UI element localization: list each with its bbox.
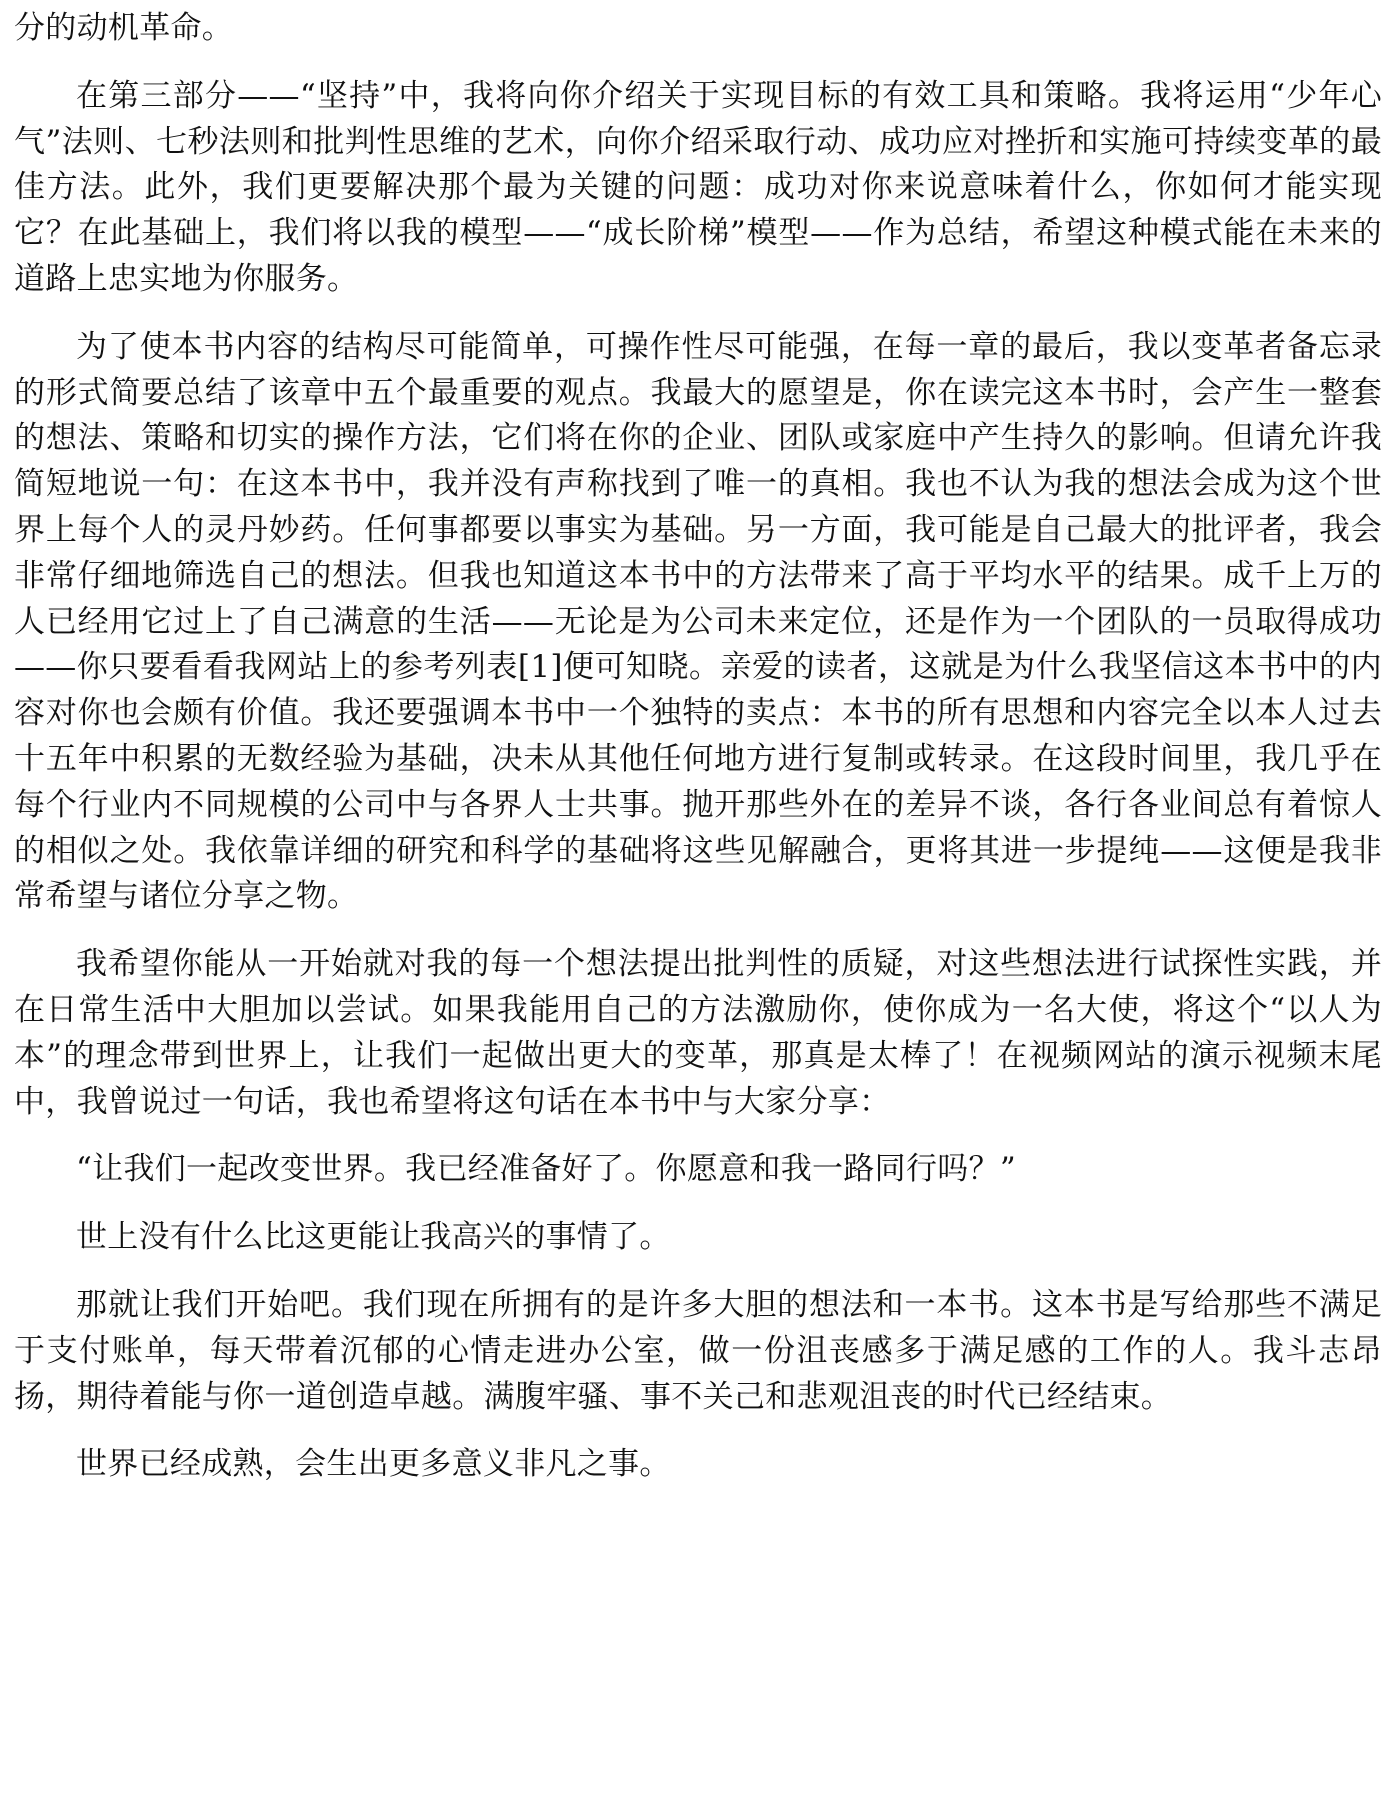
paragraph-book-structure: 为了使本书内容的结构尽可能简单，可操作性尽可能强，在每一章的最后，我以变革者备忘录的形式简要总结了该章中五个最重要的观点。我最大的愿望是，你在读完这本书时，会产生一整套的想法、策略和切实的操作方法，它们将在你的企业、团队或家庭中产生持久的影响。但请允许我简短地说一句：在这本书中，我并没有声称找到了唯一的真相。我也不认为我的想法会成为这个世界上每个人的灵丹妙药。任何事都要以事实为基础。另一方面，我可能是自己最大的批评者，我会非常仔细地筛选自己的想法。但我也知道这本书中的方法带来了高于平均水平的结果。成千上万的人已经用它过上了自己满意的生活——无论是为公司未来定位，还是作为一个团队的一员取得成功——你只要看看我网站上的参考列表[1]便可知晓。亲爱的读者，这就是为什么我坚信这本书中的内容对你也会颇有价值。我还要强调本书中一个独特的卖点：本书的所有思想和内容完全以本人过去十五年中积累的无数经验为基础，决未从其他任何地方进行复制或转录。在这段时间里，我几乎在每个行业内不同规模的公司中与各界人士共事。抛开那些外在的差异不谈，各行各业间总有着惊人的相似之处。我依靠详细的研究和科学的基础将这些见解融合，更将其进一步提纯——这便是我非常希望与诸位分享之物。 [14, 328, 1382, 915]
paragraph-quote: “让我们一起改变世界。我已经准备好了。你愿意和我一路同行吗？” [76, 1151, 1016, 1188]
document-page [14, 6, 1382, 1510]
paragraph-nothing-better: 世上没有什么比这更能让我高兴的事情了。 [76, 1219, 671, 1256]
paragraph-part-three: 在第三部分——“坚持”中，我将向你介绍关于实现目标的有效工具和策略。我将运用“少年心气”法则、七秒法则和批判性思维的艺术，向你介绍采取行动、成功应对挫折和实施可持续变革的最佳方法。此外，我们更要解决那个最为关键的问题：成功对你来说意味着什么，你如何才能实现它？在此基础上，我们将以我的模型——“成长阶梯”模型——作为总结，希望这种模式能在未来的道路上忠实地为你服务。 [14, 77, 1382, 297]
paragraph-continuation: 分的动机革命。 [14, 10, 234, 46]
paragraph-world-mature: 世界已经成熟，会生出更多意义非凡之事。 [76, 1446, 671, 1483]
paragraph-lets-begin: 那就让我们开始吧。我们现在所拥有的是许多大胆的想法和一本书。这本书是写给那些不满足于支付账单，每天带着沉郁的心情走进办公室，做一份沮丧感多于满足感的工作的人。我斗志昂扬，期待着能与你一道创造卓越。满腹牢骚、事不关己和悲观沮丧的时代已经结束。 [14, 1286, 1382, 1415]
paragraph-critical-questioning: 我希望你能从一开始就对我的每一个想法提出批判性的质疑，对这些想法进行试探性实践，并在日常生活中大胆加以尝试。如果我能用自己的方法激励你，使你成为一名大使，将这个“以人为本”的理念带到世界上，让我们一起做出更大的变革，那真是太棒了！在视频网站的演示视频末尾中，我曾说过一句话，我也希望将这句话在本书中与大家分享： [14, 946, 1382, 1120]
